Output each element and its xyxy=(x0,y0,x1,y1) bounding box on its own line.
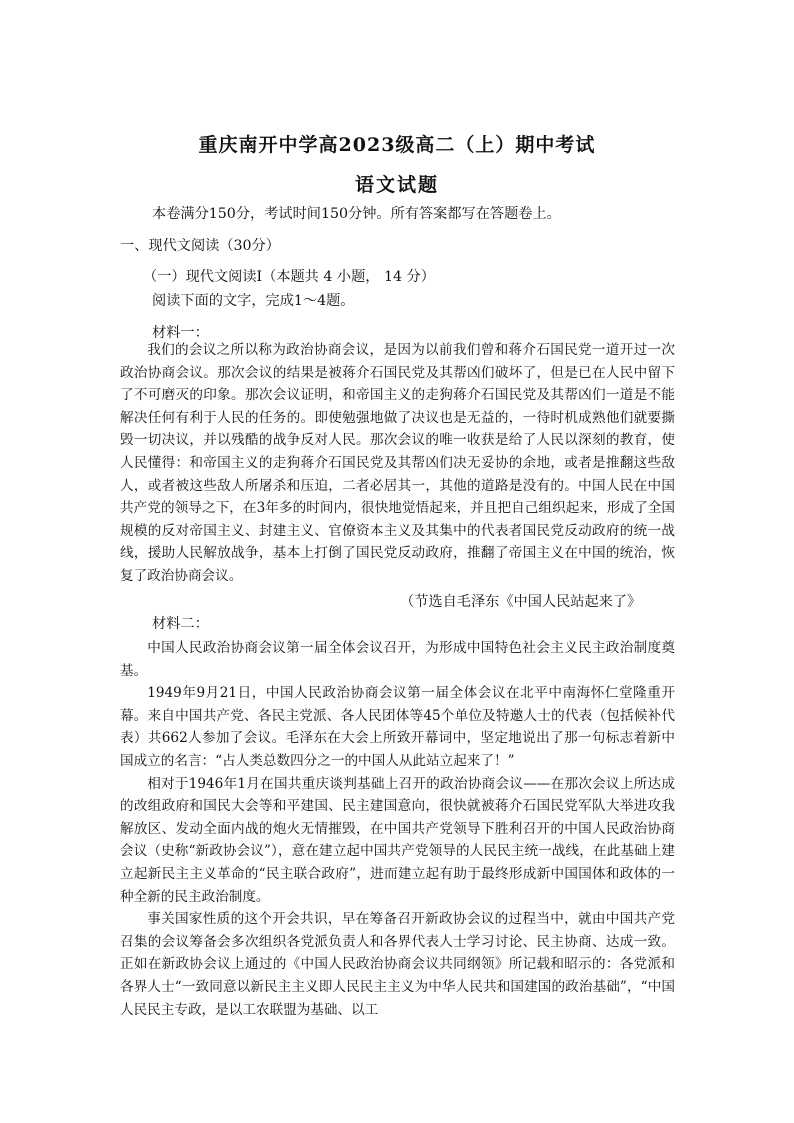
subsection-heading: （一）现代文阅读Ⅰ（本题共 4 小题， 14 分） xyxy=(143,269,435,285)
material-two-text xyxy=(120,637,675,1021)
exam-subtitle: 语文试题 xyxy=(354,174,439,196)
material-one-label: 材料一： xyxy=(152,325,209,341)
material-two-paragraph: 相对于1946年1月在国共重庆谈判基础上召开的政治协商会议——在那次会议上所达成的改组政府和国民大会等和平建国、民主建国意向，很快就被蒋介石国民党军队大举进攻我解放区、发动全面内战的炮火无情摧毁，在中国共产党领导下胜利召开的中国人民政治协商会议（史称“新政协会议”），意在建立起中国共产党领导的人民民主统一战线，在此基础上建立起新民主主义革命的“民主联合政府”，进而建立起有助于最终形成新中国国体和政体的一种全新的民主政治制度。 xyxy=(120,775,675,905)
material-two-paragraph: 中国人民政治协商会议第一届全体会议召开，为形成中国特色社会主义民主政治制度奠基。 xyxy=(120,640,675,679)
material-two-paragraph: 事关国家性质的这个开会共识，早在筹备召开新政协会议的过程当中，就由中国共产党召集的会议筹备会多次组织各党派负责人和各界代表人士学习讨论、民主协商、达成一致。正如在新政协会议上通过的《中国人民政治协商会议共同纲领》所记载和昭示的：各党派和各界人士“一致同意以新民主主义即人民民主主义为中华人民共和国建国的政治基础”，“中国人民民主专政，是以工农联盟为基础、以工 xyxy=(120,911,675,1018)
material-two-paragraph: 1949年9月21日，中国人民政治协商会议第一届全体会议在北平中南海怀仁堂隆重开幕。来自中国共产党、各民主党派、各人民团体等45个单位及特邀人士的代表（包括候补代表）共662人参加了会议。毛泽东在大会上所致开幕词中，坚定地说出了那一句标志着新中国成立的名言：“占人类总数四分之一的中国人从此站立起来了！” xyxy=(120,685,675,769)
exam-title: 重庆南开中学高2023级高二（上）期中考试 xyxy=(198,134,596,156)
material-one-paragraph: 我们的会议之所以称为政治协商会议，是因为以前我们曾和蒋介石国民党一道开过一次政治协商会议。那次会议的结果是被蒋介石国民党及其帮凶们破坏了，但是已在人民中留下了不可磨灭的印象。那次会议证明，和帝国主义的走狗蒋介石国民党及其帮凶们一道是不能解决任何有利于人民的任务的。即使勉强地做了决议也是无益的，一待时机成熟他们就要撕毁一切决议，并以残酷的战争反对人民。那次会议的唯一收获是给了人民以深刻的教育，使人民懂得：和帝国主义的走狗蒋介石国民党及其帮凶们决无妥协的余地，或者是推翻这些敌人，或者被这些敌人所屠杀和压迫，二者必居其一，其他的道路是没有的。中国人民在中国共产党的领导之下，在3年多的时间内，很快地觉悟起来，并且把自己组织起来，形成了全国规模的反对帝国主义、封建主义、官僚资本主义及其集中的代表者国民党反动政府的统一战线，援助人民解放战争，基本上打倒了国民党反动政府，推翻了帝国主义在中国的统治，恢复了政治协商会议。 xyxy=(120,342,675,584)
exam-notice: 本卷满分150分，考试时间150分钟。所有答案都写在答题卷上。 xyxy=(152,206,561,222)
section-heading: 一、现代文阅读（30分） xyxy=(120,238,280,254)
material-one-source: （节选自毛泽东《中国人民站起来了》 xyxy=(400,594,642,610)
material-one-text xyxy=(120,339,675,588)
material-two-label: 材料二： xyxy=(152,616,209,632)
reading-instruction: 阅读下面的文字，完成1～4题。 xyxy=(152,293,355,309)
